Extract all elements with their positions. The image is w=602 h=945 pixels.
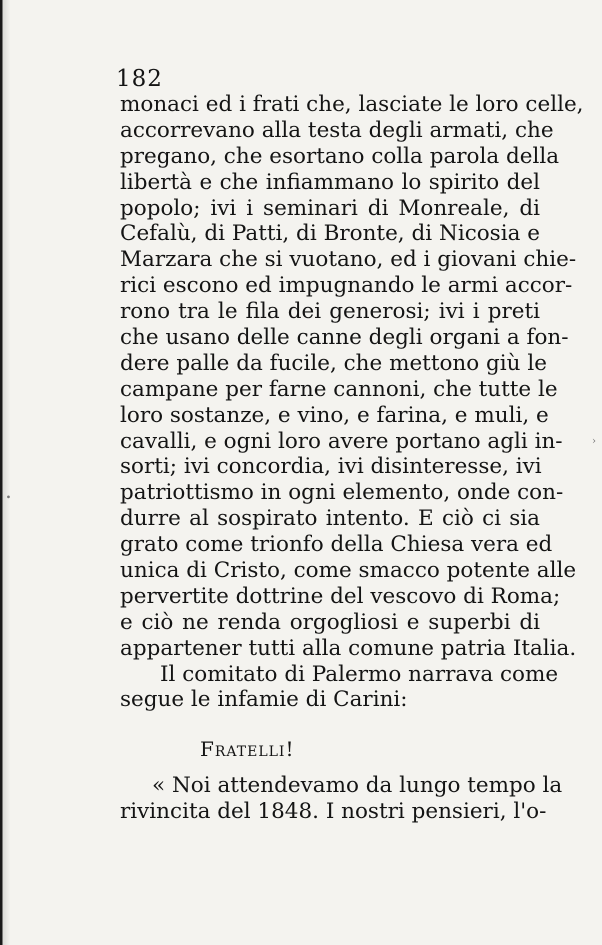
- text-line: pregano, che esortano colla parola della: [120, 143, 560, 169]
- section-heading: Fratelli!: [200, 737, 295, 762]
- text-line: « Noi attendevamo da lungo tempo la: [152, 773, 563, 799]
- text-line: monaci ed i frati che, lasciate le loro celle,: [120, 92, 584, 117]
- text-line: Il comitato di Palermo narrava come: [160, 661, 559, 687]
- text-line: loro sostanze, e vino, e farina, e muli, e: [120, 402, 549, 428]
- text-line: appartener tutti alla comune patria Italia.: [120, 635, 577, 661]
- text-line: rono tra le fila dei generosi; ivi i preti: [120, 299, 540, 325]
- text-line: pervertite dottrine del vescovo di Roma;: [120, 583, 561, 609]
- text-line: popolo; ivi i seminari di Monreale, di: [120, 195, 540, 221]
- text-line: Marzara che si vuotano, ed i giovani chie-: [120, 247, 577, 273]
- body-text: [120, 92, 584, 825]
- text-line: accorrevano alla testa degli armati, che: [120, 117, 554, 143]
- text-line: che usano delle canne degli organi a fon-: [120, 325, 569, 351]
- page-edge: [0, 0, 10, 945]
- page-number: 182: [116, 66, 163, 92]
- text-line: grato come trionfo della Chiesa vera ed: [120, 532, 553, 558]
- margin-speck: ›: [592, 436, 596, 447]
- text-line: durre al sospirato intento. E ciò ci sia: [120, 506, 540, 532]
- text-line: sorti; ivi concordia, ivi disinteresse, ivi: [120, 454, 542, 480]
- text-line: unica di Cristo, come smacco potente alle: [120, 558, 577, 584]
- text-line: libertà e che infiammano lo spirito del: [120, 169, 540, 195]
- text-line: e ciò ne renda orgogliosi e superbi di: [120, 609, 540, 635]
- margin-speck: ∙: [6, 492, 11, 503]
- text-line: campane per farne cannoni, che tutte le: [120, 376, 558, 402]
- text-line: segue le infamie di Carini:: [120, 687, 408, 713]
- text-line: dere palle da fucile, che mettono giù le: [120, 350, 547, 376]
- text-line: rici escono ed impugnando le armi accor-: [120, 273, 573, 299]
- text-line: rivincita del 1848. I nostri pensieri, l'o-: [120, 799, 547, 825]
- text-line: cavalli, e ogni loro avere portano agli in-: [120, 428, 563, 454]
- text-line: Cefalù, di Patti, di Bronte, di Nicosia e: [120, 221, 540, 247]
- text-line: patriottismo in ogni elemento, onde con-: [120, 480, 564, 506]
